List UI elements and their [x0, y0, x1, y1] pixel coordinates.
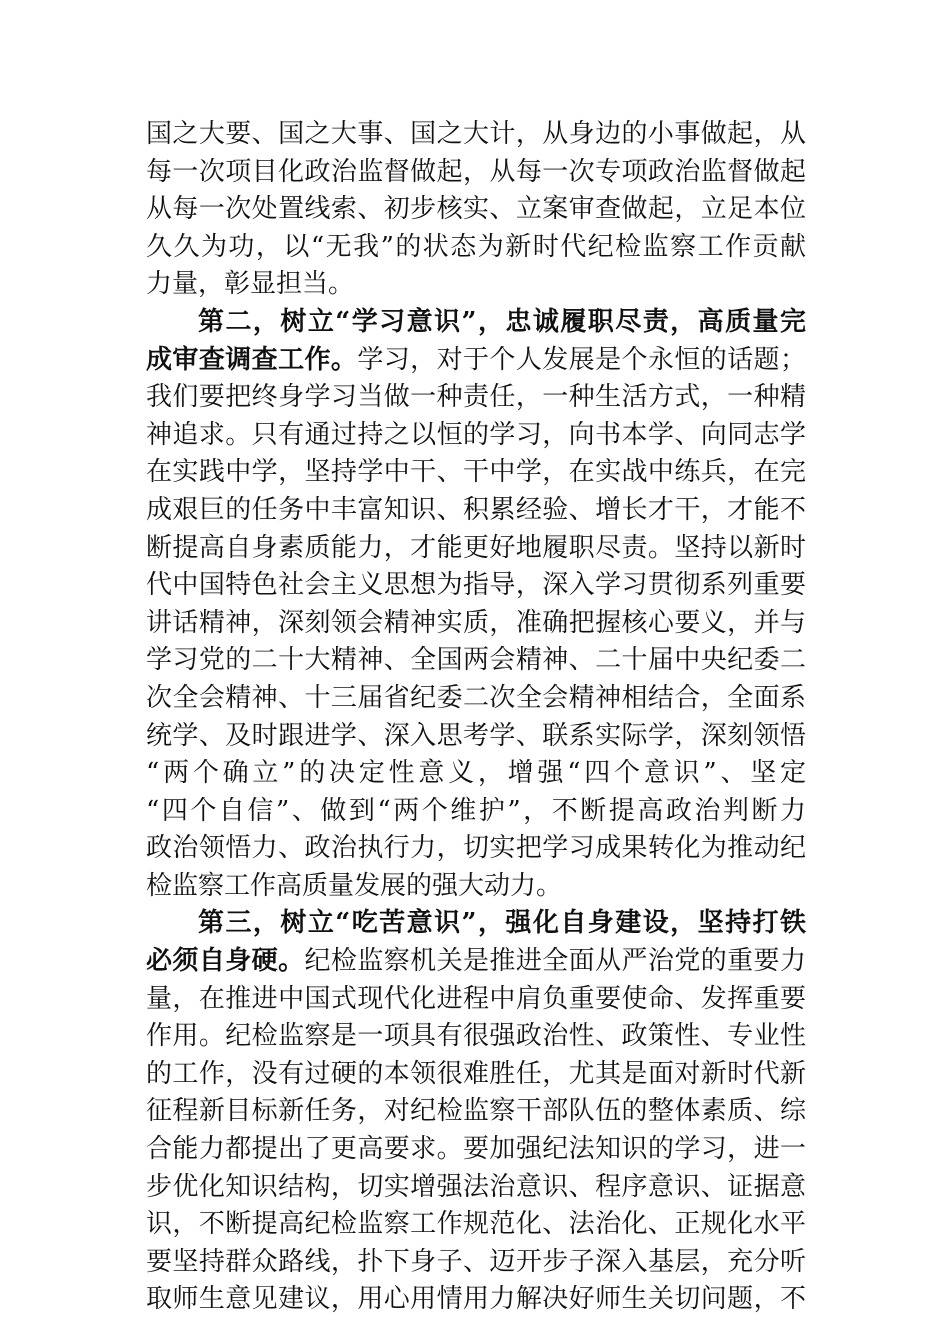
text-line: “四个自信”、做到“两个维护”，不断提高政治判断力: [146, 795, 806, 826]
text-line: 久久为功，以“无我”的状态为新时代纪检监察工作贡献: [146, 231, 806, 262]
text-line: 每一次项目化政治监督做起，从每一次专项政治监督做起: [146, 156, 806, 187]
text-line: 代中国特色社会主义思想为指导，深入学习贯彻系列重要: [146, 570, 806, 601]
text-line: 断提高自身素质能力，才能更好地履职尽责。坚持以新时: [146, 532, 806, 563]
text-line: 国之大要、国之大事、国之大计，从身边的小事做起，从: [146, 119, 806, 149]
text-line: 成艰巨的任务中丰富知识、积累经验、增长才干，才能不: [146, 494, 806, 525]
text-line: 从每一次处置线索、初步核实、立案审查做起，立足本位: [146, 194, 806, 225]
text-line: [146, 943, 806, 981]
text-line: 检监察工作高质量发展的强大动力。: [146, 870, 563, 901]
text-line: 神追求。只有通过持之以恒的学习，向书本学、向同志学: [146, 419, 806, 450]
text-line: 次全会精神、十三届省纪委二次全会精神相结合，全面系: [146, 682, 806, 713]
text-line: 政治领悟力、政治执行力，切实把学习成果转化为推动纪: [146, 833, 806, 864]
document-body: [146, 116, 806, 1319]
text-line: 我们要把终身学习当做一种责任，一种生活方式，一种精: [146, 382, 806, 413]
text-line: 识，不断提高纪检监察工作规范化、法治化、正规化水平: [146, 1209, 806, 1240]
text-line: 要坚持群众路线，扑下身子、迈开步子深入基层，充分听: [146, 1246, 806, 1277]
text-line: 统学、及时跟进学、深入思考学、联系实际学，深刻领悟: [146, 720, 806, 751]
text-span: 纪检监察机关是推进全面从严治党的重要力: [304, 946, 806, 977]
text-line: 作用。纪检监察是一项具有很强政治性、政策性、专业性: [146, 1021, 806, 1052]
text-line: 步优化知识结构，切实增强法治意识、程序意识、证据意: [146, 1171, 806, 1202]
text-line: 的工作，没有过硬的本领很难胜任，尤其是面对新时代新: [146, 1058, 806, 1089]
text-line: [146, 342, 806, 380]
text-line: 征程新目标新任务，对纪检监察干部队伍的整体素质、综: [146, 1096, 806, 1127]
text-span: 学习，对于个人发展是个永恒的话题；: [357, 344, 806, 375]
section-heading-two-end: 成审查调查工作。: [146, 344, 358, 375]
text-line: 力量，彰显担当。: [146, 269, 355, 300]
text-line: “两个确立”的决定性意义，增强“四个意识”、坚定: [146, 758, 806, 789]
section-heading-three: 第三，树立“吃苦意识”，强化自身建设，坚持打铁: [198, 908, 806, 939]
section-heading-three-end: 必须自身硬。: [146, 946, 305, 977]
text-line: 学习党的二十大精神、全国两会精神、二十届中央纪委二: [146, 645, 806, 676]
text-line: 合能力都提出了更高要求。要加强纪法知识的学习，进一: [146, 1134, 806, 1165]
section-heading-two: 第二，树立“学习意识”，忠诚履职尽责，高质量完: [198, 306, 806, 337]
text-line: 取师生意见建议，用心用情用力解决好师生关切问题，不: [146, 1284, 806, 1315]
text-line: 讲话精神，深刻领会精神实质，准确把握核心要义，并与: [146, 607, 806, 638]
text-line: 在实践中学，坚持学中干、干中学，在实战中练兵，在完: [146, 457, 806, 488]
text-line: 量，在推进中国式现代化进程中肩负重要使命、发挥重要: [146, 983, 806, 1014]
